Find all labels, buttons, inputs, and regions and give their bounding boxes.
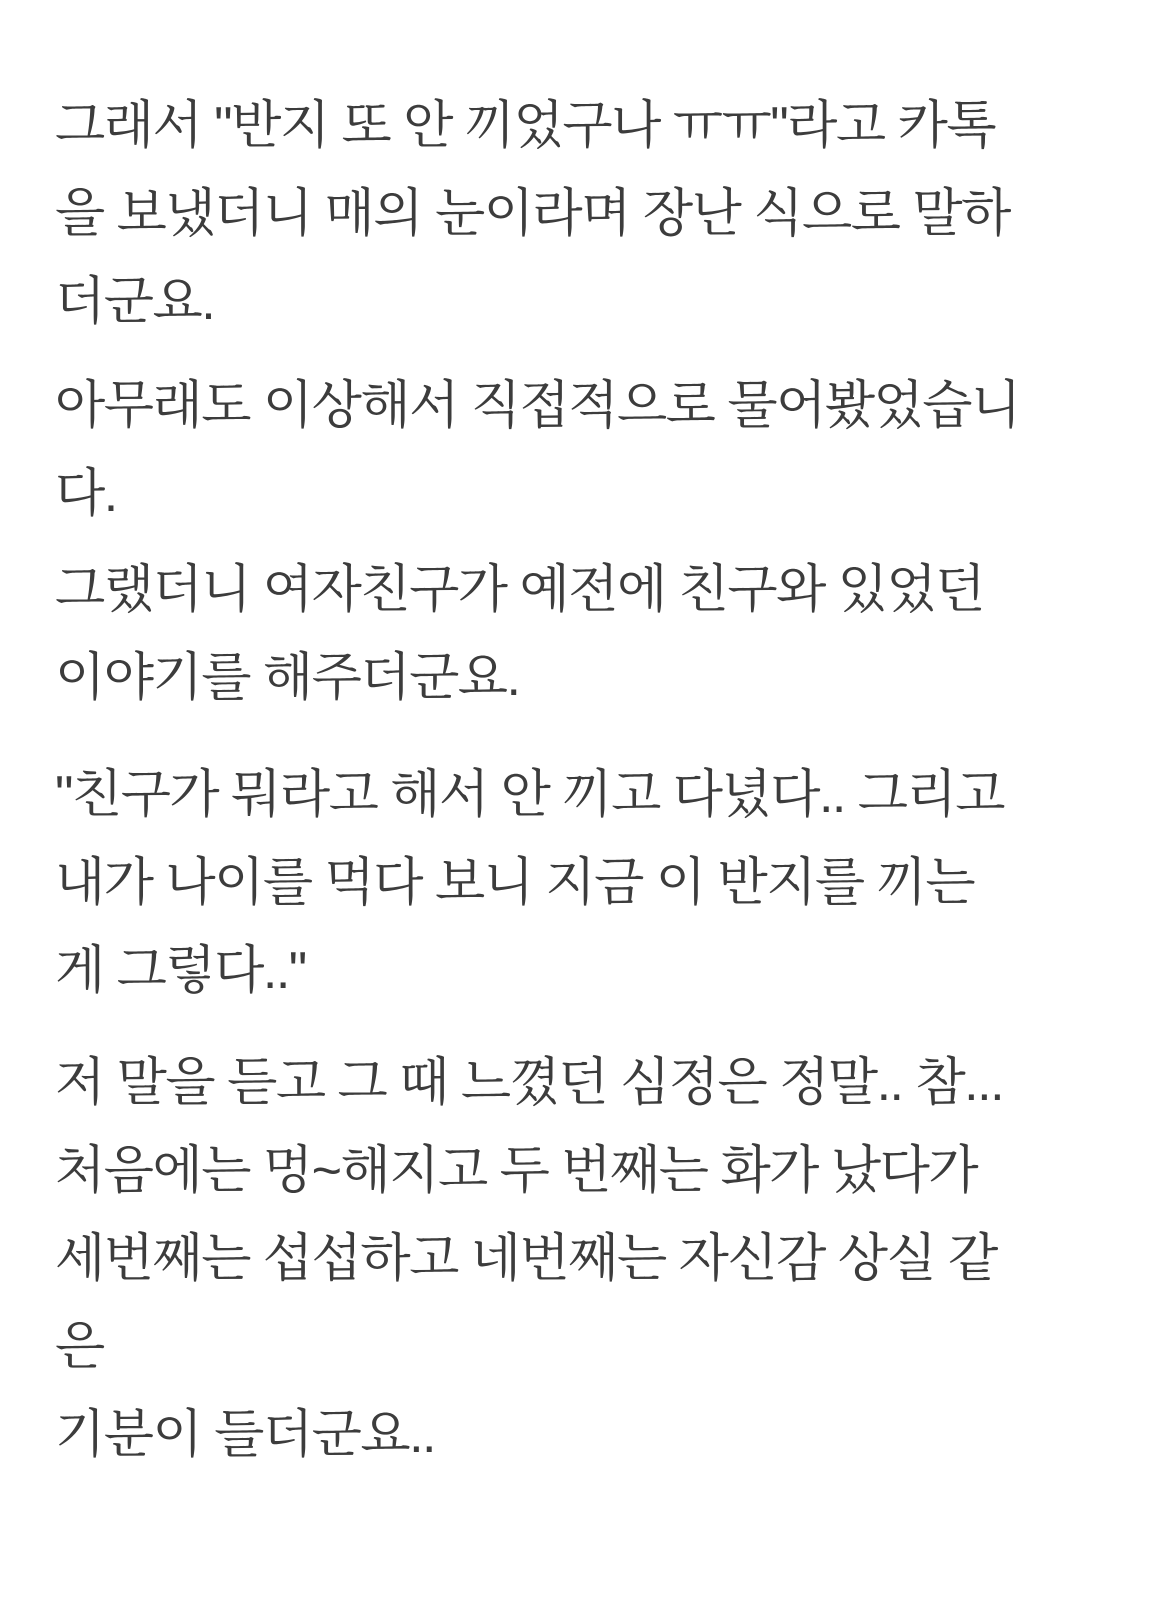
text-line: 더군요. (55, 273, 215, 331)
text-line: 을 보냈더니 매의 눈이라며 장난 식으로 말하 (55, 185, 1010, 243)
text-line: 이야기를 해주더군요. (55, 649, 520, 707)
text-line: 그래서 "반지 또 안 끼었구나 ㅠㅠ"라고 카톡 (55, 97, 996, 155)
text-line: 다. (55, 465, 117, 523)
text-line: 저 말을 듣고 그 때 느꼈던 심정은 정말.. 참... (55, 1054, 1004, 1112)
text-line: 그랬더니 여자친구가 예전에 친구와 있었던 (55, 561, 984, 619)
text-line: 아무래도 이상해서 직접적으로 물어봤었습니 (55, 377, 1020, 435)
paragraph (55, 1391, 1130, 1479)
text-line: 처음에는 멍~해지고 두 번째는 화가 났다가 (55, 1142, 978, 1200)
text-line: 은 (55, 1318, 104, 1376)
text-line: 세번째는 섭섭하고 네번째는 자신감 상실 같 (55, 1230, 997, 1288)
paragraph (55, 546, 1130, 722)
paragraph (55, 751, 1130, 1015)
text-line: "친구가 뭐라고 해서 안 끼고 다녔다.. 그리고 (55, 766, 1004, 824)
text-line: 내가 나이를 먹다 보니 지금 이 반지를 끼는 (55, 854, 975, 912)
text-line: 게 그렇다.." (55, 942, 306, 1000)
paragraph (55, 1039, 1130, 1391)
paragraph (55, 82, 1130, 346)
paragraph (55, 362, 1130, 538)
text-line: 기분이 들더군요.. (55, 1406, 435, 1464)
